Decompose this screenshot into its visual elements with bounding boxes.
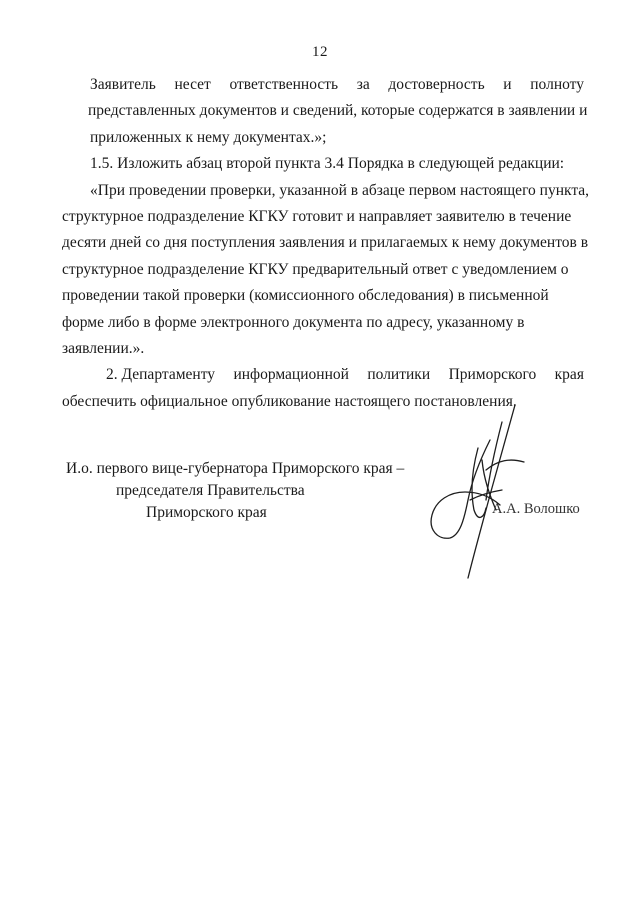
line-text: 1.5. Изложить абзац второй пункта 3.4 Порядка в следующей редакции: xyxy=(90,155,565,173)
paragraph-line xyxy=(88,98,588,124)
line-text: форме либо в форме электронного документа по адресу, указанному в xyxy=(62,313,525,331)
word: и xyxy=(503,76,512,93)
word: края xyxy=(554,366,584,384)
page-number: 12 xyxy=(312,44,328,60)
line-text: структурное подразделение КГКУ готовит и направляет заявителю в течение xyxy=(62,207,572,225)
paragraph-line xyxy=(90,362,584,388)
paragraph-line xyxy=(62,230,589,256)
line-text: представленных документов и сведений, которые содержатся в заявлении и xyxy=(88,102,588,120)
document-body xyxy=(62,72,590,415)
paragraph-line xyxy=(90,72,584,98)
word: за xyxy=(356,76,370,93)
paragraph-line xyxy=(90,178,590,204)
paragraph-3 xyxy=(62,178,590,363)
word: полноту xyxy=(530,76,584,93)
line-text: заявлении.». xyxy=(62,339,145,357)
word: ответственность xyxy=(229,76,339,93)
word: достоверность xyxy=(388,76,485,93)
paragraph-line xyxy=(62,310,584,336)
word: информационной xyxy=(233,366,349,384)
line-text: проведении такой проверки (комиссионного обследования) в письменной xyxy=(62,287,549,305)
paragraph-line xyxy=(90,151,584,177)
paragraph-2 xyxy=(90,151,584,177)
line-text: приложенных к нему документах.»; xyxy=(90,128,327,146)
paragraph-1 xyxy=(88,72,588,151)
paragraph-line xyxy=(62,257,584,283)
line-text: структурное подразделение КГКУ предварительный ответ с уведомлением о xyxy=(62,260,569,278)
word: Заявитель xyxy=(90,76,156,93)
paragraph-line xyxy=(90,125,584,151)
signatory-title-line-1: И.о. первого вице-губернатора Приморского края – xyxy=(66,460,405,477)
signatory-title-line-2: председателя Правительства xyxy=(116,482,305,499)
line-text: «При проведении проверки, указанной в абзаце первом настоящего пункта, xyxy=(90,181,590,199)
word: Приморского xyxy=(448,366,537,384)
signatory-title-line-3: Приморского края xyxy=(146,504,267,521)
signatory-name: А.А. Волошко xyxy=(492,501,580,517)
paragraph-line xyxy=(62,204,584,230)
line-text: десяти дней со дня поступления заявления и прилагаемых к нему документов в xyxy=(62,234,589,252)
word: 2. Департаменту xyxy=(106,366,216,384)
paragraph-line xyxy=(62,336,584,362)
line-text: обеспечить официальное опубликование настоящего постановления. xyxy=(62,392,517,410)
handwritten-signature xyxy=(420,400,540,590)
word: политики xyxy=(367,366,431,384)
word: несет xyxy=(174,76,211,93)
paragraph-line xyxy=(62,283,584,309)
